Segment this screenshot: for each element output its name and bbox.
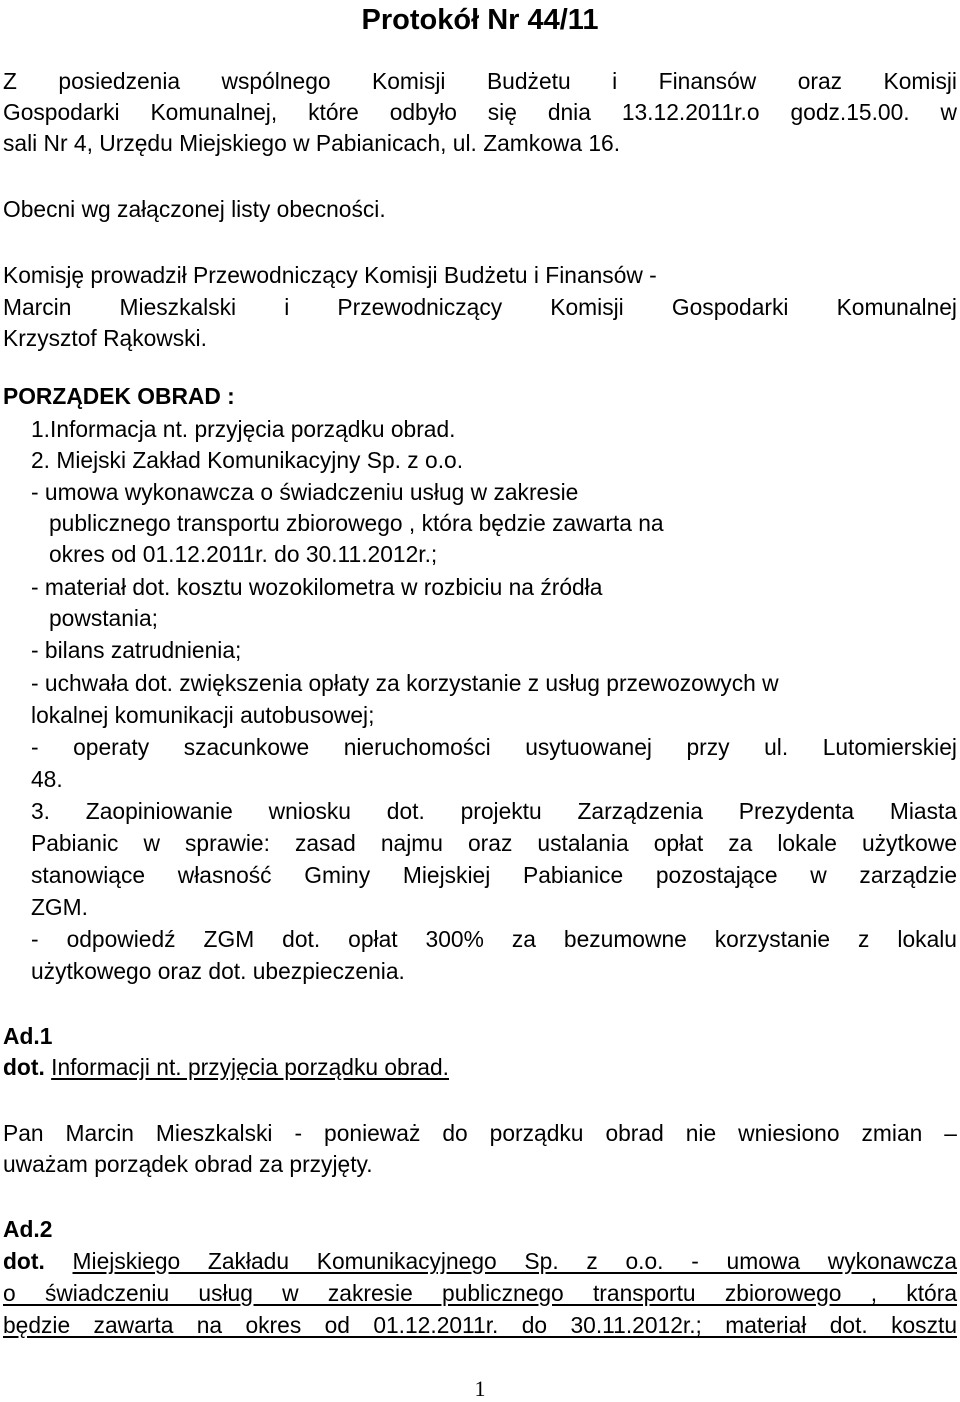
ad1-text-line: uważam porządek obrad za przyjęty. — [3, 1151, 373, 1177]
agenda-line: 1.Informacja nt. przyjęcia porządku obrad. — [31, 416, 456, 442]
intro-line: Z posiedzenia wspólnego Komisji Budżetu i Finansów oraz Komisji — [3, 68, 957, 94]
intro-line: Gospodarki Komunalnej, które odbyło się dnia 13.12.2011r.o godz.15.00. w — [3, 99, 957, 125]
agenda-line: - operaty szacunkowe nieruchomości usytuowanej przy ul. Lutomierskiej — [31, 734, 957, 760]
ad2-label: Ad.2 — [3, 1216, 53, 1242]
agenda-line: stanowiące własność Gminy Miejskiej Pabianice pozostające w zarządzie — [31, 862, 957, 888]
agenda-line: - bilans zatrudnienia; — [31, 637, 242, 663]
agenda-line: ZGM. — [31, 894, 88, 920]
ad1-subject: Informacji nt. przyjęcia porządku obrad. — [51, 1054, 449, 1080]
agenda-line: - odpowiedź ZGM dot. opłat 300% za bezumowne korzystanie z lokalu — [31, 926, 957, 952]
agenda-line: - materiał dot. kosztu wozokilometra w rozbiciu na źródła — [31, 574, 603, 600]
agenda-line: użytkowego oraz dot. ubezpieczenia. — [31, 958, 405, 984]
chair-line: Krzysztof Rąkowski. — [3, 325, 207, 351]
ad1-text-line: Pan Marcin Mieszkalski - ponieważ do porządku obrad nie wniesiono zmian – — [3, 1120, 957, 1146]
attendance-text: Obecni wg załączonej listy obecności. — [3, 196, 386, 222]
chair-line: Komisję prowadził Przewodniczący Komisji Budżetu i Finansów - — [3, 262, 657, 288]
agenda-line: publicznego transportu zbiorowego , która będzie zawarta na — [49, 510, 664, 536]
agenda-line: - umowa wykonawcza o świadczeniu usług w zakresie — [31, 479, 579, 505]
ad2-subject: Miejskiego Zakładu Komunikacyjnego Sp. z o.o. - umowa wykonawcza — [72, 1248, 957, 1274]
agenda-line: lokalnej komunikacji autobusowej; — [31, 702, 375, 728]
agenda-line: 2. Miejski Zakład Komunikacyjny Sp. z o.o. — [31, 447, 464, 473]
agenda-line: - uchwała dot. zwiększenia opłaty za korzystanie z usług przewozowych w — [31, 670, 779, 696]
agenda-heading: PORZĄDEK OBRAD : — [3, 383, 235, 409]
page-number: 1 — [474, 1376, 486, 1401]
chair-line: Marcin Mieszkalski i Przewodniczący Komisji Gospodarki Komunalnej — [3, 294, 957, 320]
agenda-line: 48. — [31, 766, 63, 792]
document-title: Protokół Nr 44/11 — [361, 4, 599, 36]
ad2-subject-line — [3, 1246, 957, 1276]
ad1-label: Ad.1 — [3, 1023, 53, 1049]
intro-line: sali Nr 4, Urzędu Miejskiego w Pabianicach, ul. Zamkowa 16. — [3, 130, 621, 156]
ad2-dot: dot. — [3, 1248, 45, 1274]
ad1-subject-line — [3, 1052, 957, 1082]
ad2-subject-line: o świadczeniu usług w zakresie publicznego transportu zbiorowego , która — [3, 1280, 957, 1306]
agenda-line: okres od 01.12.2011r. do 30.11.2012r.; — [49, 541, 438, 567]
ad2-subject-line: będzie zawarta na okres od 01.12.2011r. do 30.11.2012r.; materiał dot. kosztu — [3, 1312, 957, 1338]
agenda-line: powstania; — [49, 605, 158, 631]
ad1-dot: dot. — [3, 1054, 45, 1080]
agenda-line: 3. Zaopiniowanie wniosku dot. projektu Zarządzenia Prezydenta Miasta — [31, 798, 957, 824]
agenda-line: Pabianic w sprawie: zasad najmu oraz ustalania opłat za lokale użytkowe — [31, 830, 957, 856]
